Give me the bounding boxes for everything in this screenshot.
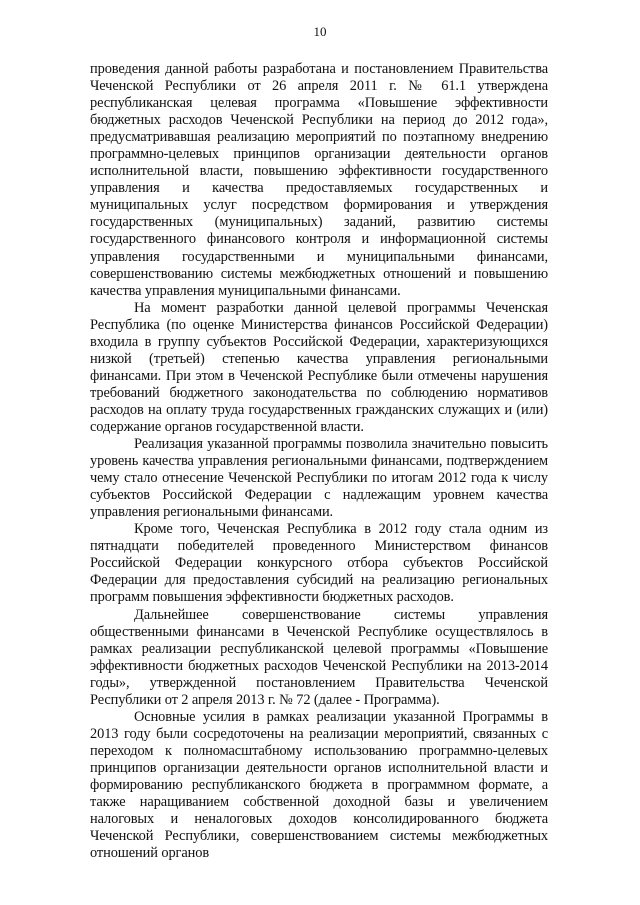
page-number: 10 (313, 24, 327, 39)
paragraph: проведения данной работы разработана и постановлением Правительства Чеченской Республики от 26 апреля 2011 г. № 61.1 утверждена республиканская целевая программа «Повышение эффективности бюджетных расходов Чеченской Республики на период до 2012 года», предусматривавшая реализацию мероприятий по поэтапному внедрению программно-целевых принципов организации деятельности органов исполнительной власти, повышению эффективности государственного управления и качества предоставляемых государственных и муниципальных услуг посредством формирования и утверждения государственных (муниципальных) заданий, развитию системы государственного финансового контроля и информационной системы управления государственными и муниципальными финансами, совершенствованию системы межбюджетных отношений и повышению качества управления муниципальными финансами. (90, 61, 548, 299)
paragraph: Основные усилия в рамках реализации указанной Программы в 2013 году были сосредоточены на реализации мероприятий, связанных с переходом к полномасштабному использованию программно-целевых принципов организации деятельности органов исполнительной власти и формированию республиканского бюджета в программном формате, а также наращиванием собственной доходной базы и увеличением налоговых и неналоговых доходов консолидированного бюджета Чеченской Республики, совершенствованием системы межбюджетных отношений органов (90, 708, 548, 862)
paragraph: Реализация указанной программы позволила значительно повысить уровень качества управления региональными финансами, подтверждением чему стало отнесение Чеченской Республики по итогам 2012 года к числу субъектов Российской Федерации с надлежащим уровнем качества управления региональными финансами. (90, 436, 548, 521)
document-body (90, 61, 548, 862)
paragraph: На момент разработки данной целевой программы Чеченская Республика (по оценке Министерства финансов Российской Федерации) входила в группу субъектов Российской Федерации, характеризующихся низкой (третьей) степенью качества управления региональными финансами. При этом в Чеченской Республике были отмечены нарушения требований бюджетного законодательства по соблюдению нормативов расходов на оплату труда государственных гражданских служащих и (или) содержание органов государственной власти. (90, 299, 548, 435)
paragraph: Дальнейшее совершенствование системы управления общественными финансами в Чеченской Республике осуществлялось в рамках реализации республиканской целевой программы «Повышение эффективности бюджетных расходов Чеченской Республики на 2013-2014 годы», утвержденной постановлением Правительства Чеченской Республики от 2 апреля 2013 г. № 72 (далее - Программа). (90, 606, 548, 708)
paragraph: Кроме того, Чеченская Республика в 2012 году стала одним из пятнадцати победителей проведенного Министерством финансов Российской Федерации конкурсного отбора субъектов Российской Федерации для предоставления субсидий на реализацию региональных программ повышения эффективности бюджетных расходов. (90, 521, 548, 606)
